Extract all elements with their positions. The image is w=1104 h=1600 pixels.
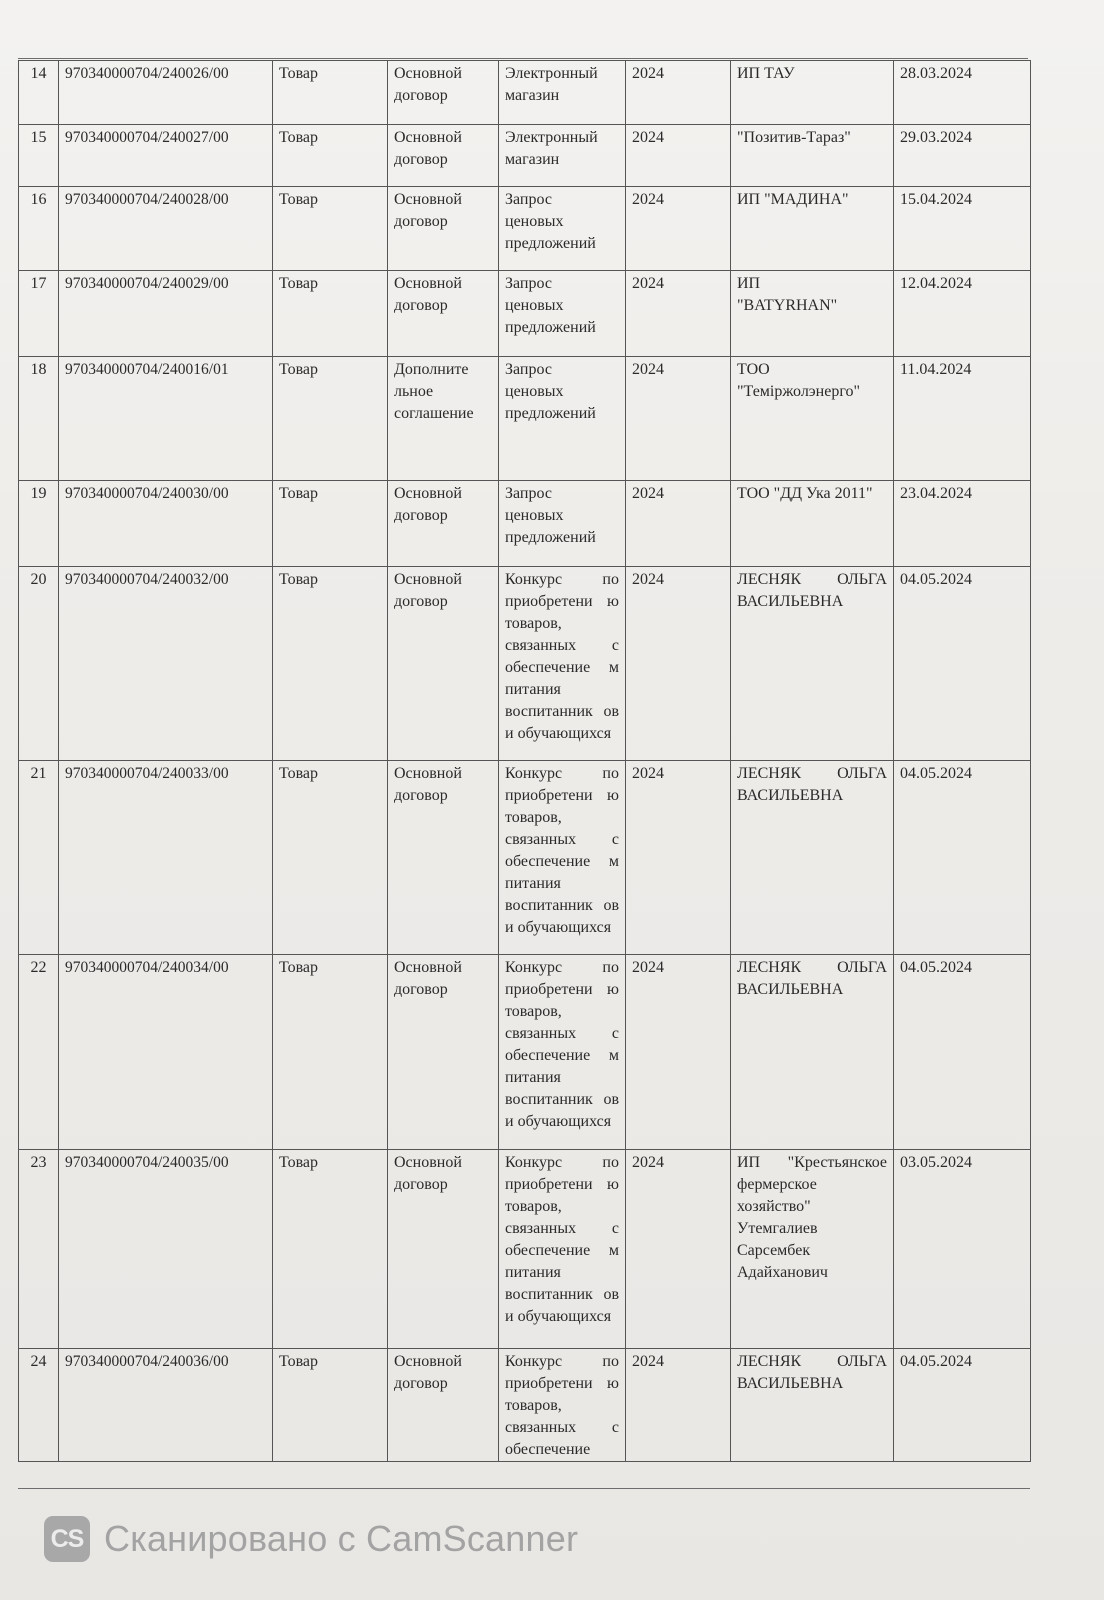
subject-type-cell xyxy=(273,187,388,271)
contract-number: 970340000704/240032/00 xyxy=(65,571,229,588)
contract-kind: Основной договор xyxy=(394,485,462,524)
procurement-method-cell xyxy=(499,481,626,567)
row-number-cell xyxy=(19,271,59,357)
procurement-method: Запрос ценовых предложений xyxy=(505,485,596,546)
supplier: "Позитив-Тараз" xyxy=(737,129,851,146)
subject-type: Товар xyxy=(279,1353,319,1370)
subject-type-cell xyxy=(273,481,388,567)
procurement-method: Конкурс по приобретени ю товаров, связанных с обеспечение xyxy=(505,1353,619,1458)
year-cell xyxy=(626,1349,731,1462)
contract-date-cell xyxy=(894,481,1031,567)
table-row xyxy=(19,761,1031,955)
contract-date: 04.05.2024 xyxy=(900,959,972,976)
contract-number: 970340000704/240027/00 xyxy=(65,129,229,146)
row-number: 21 xyxy=(30,765,47,782)
row-number: 24 xyxy=(30,1353,47,1370)
contract-date-cell xyxy=(894,61,1031,125)
subject-type-cell xyxy=(273,61,388,125)
supplier-cell xyxy=(731,1150,894,1349)
table-row xyxy=(19,125,1031,187)
table-row xyxy=(19,271,1031,357)
contract-kind: Основной договор xyxy=(394,765,462,804)
row-number-cell xyxy=(19,1150,59,1349)
supplier: ЛЕСНЯК ОЛЬГА ВАСИЛЬЕВНА xyxy=(737,571,887,610)
row-number: 14 xyxy=(30,65,47,82)
row-number-cell xyxy=(19,357,59,481)
contract-kind: Основной договор xyxy=(394,959,462,998)
supplier-cell xyxy=(731,955,894,1150)
supplier-cell xyxy=(731,187,894,271)
contract-number: 970340000704/240030/00 xyxy=(65,485,229,502)
contract-kind: Основной договор xyxy=(394,571,462,610)
procurement-method: Электронный магазин xyxy=(505,129,598,168)
supplier: ИП "Крестьянское фермерское хозяйство" Утемгалиев Сарсембек Адайханович xyxy=(737,1154,887,1281)
row-number-cell xyxy=(19,1349,59,1462)
procurement-method: Конкурс по приобретени ю товаров, связанных с обеспечение м питания воспитанник ов и обучающихся xyxy=(505,1154,619,1325)
table-row xyxy=(19,567,1031,761)
contract-date-cell xyxy=(894,125,1031,187)
subject-type: Товар xyxy=(279,765,319,782)
contract-number-cell xyxy=(59,1150,273,1349)
subject-type: Товар xyxy=(279,129,319,146)
row-number-cell xyxy=(19,567,59,761)
contract-date: 04.05.2024 xyxy=(900,765,972,782)
contract-number-cell xyxy=(59,271,273,357)
year-cell xyxy=(626,61,731,125)
table-row xyxy=(19,61,1031,125)
year: 2024 xyxy=(632,571,664,588)
contract-number: 970340000704/240033/00 xyxy=(65,765,229,782)
subject-type-cell xyxy=(273,955,388,1150)
contract-number-cell xyxy=(59,481,273,567)
procurement-method-cell xyxy=(499,357,626,481)
contract-kind-cell xyxy=(388,271,499,357)
contract-kind-cell xyxy=(388,187,499,271)
table-row xyxy=(19,1349,1031,1462)
year: 2024 xyxy=(632,275,664,292)
contract-kind-cell xyxy=(388,481,499,567)
year-cell xyxy=(626,955,731,1150)
supplier-cell xyxy=(731,567,894,761)
year-cell xyxy=(626,357,731,481)
contract-kind: Дополните льное соглашение xyxy=(394,361,474,422)
row-number: 15 xyxy=(30,129,47,146)
subject-type-cell xyxy=(273,567,388,761)
contract-number-cell xyxy=(59,61,273,125)
watermark-text: Сканировано с CamScanner xyxy=(104,1518,579,1559)
year-cell xyxy=(626,187,731,271)
year: 2024 xyxy=(632,959,664,976)
year: 2024 xyxy=(632,485,664,502)
supplier-cell xyxy=(731,481,894,567)
subject-type-cell xyxy=(273,271,388,357)
year: 2024 xyxy=(632,1353,664,1370)
contract-date-cell xyxy=(894,271,1031,357)
contract-number: 970340000704/240036/00 xyxy=(65,1353,229,1370)
row-number: 17 xyxy=(30,275,47,292)
procurement-method: Конкурс по приобретени ю товаров, связанных с обеспечение м питания воспитанник ов и обучающихся xyxy=(505,959,619,1130)
table-top-border xyxy=(18,58,1028,59)
contract-kind-cell xyxy=(388,1349,499,1462)
year-cell xyxy=(626,567,731,761)
procurement-method: Запрос ценовых предложений xyxy=(505,361,596,422)
procurement-method-cell xyxy=(499,61,626,125)
contract-date-cell xyxy=(894,187,1031,271)
subject-type: Товар xyxy=(279,571,319,588)
row-number-cell xyxy=(19,481,59,567)
supplier-cell xyxy=(731,125,894,187)
subject-type: Товар xyxy=(279,1154,319,1171)
supplier: ЛЕСНЯК ОЛЬГА ВАСИЛЬЕВНА xyxy=(737,1353,887,1392)
contract-kind: Основной договор xyxy=(394,1154,462,1193)
year: 2024 xyxy=(632,361,664,378)
contract-kind: Основной договор xyxy=(394,275,462,314)
supplier: ИП ТАУ xyxy=(737,65,795,82)
contract-number-cell xyxy=(59,955,273,1150)
contract-kind: Основной договор xyxy=(394,191,462,230)
camscanner-logo-icon: CS xyxy=(44,1516,90,1562)
year: 2024 xyxy=(632,129,664,146)
table-body xyxy=(19,61,1031,1462)
procurement-method-cell xyxy=(499,271,626,357)
procurement-method-cell xyxy=(499,955,626,1150)
contract-date: 29.03.2024 xyxy=(900,129,972,146)
supplier-cell xyxy=(731,357,894,481)
supplier: ЛЕСНЯК ОЛЬГА ВАСИЛЬЕВНА xyxy=(737,765,887,804)
contract-number: 970340000704/240016/01 xyxy=(65,361,229,378)
procurement-method-cell xyxy=(499,125,626,187)
contract-number: 970340000704/240029/00 xyxy=(65,275,229,292)
procurement-method-cell xyxy=(499,187,626,271)
subject-type-cell xyxy=(273,1349,388,1462)
contract-date-cell xyxy=(894,1349,1031,1462)
contract-kind: Основной договор xyxy=(394,1353,462,1392)
supplier-cell xyxy=(731,1349,894,1462)
year: 2024 xyxy=(632,765,664,782)
subject-type-cell xyxy=(273,125,388,187)
contract-number-cell xyxy=(59,125,273,187)
row-number: 23 xyxy=(30,1154,47,1171)
year-cell xyxy=(626,481,731,567)
year-cell xyxy=(626,761,731,955)
contract-date: 03.05.2024 xyxy=(900,1154,972,1171)
contract-kind-cell xyxy=(388,61,499,125)
supplier-cell xyxy=(731,61,894,125)
supplier: ИП "МАДИНА" xyxy=(737,191,849,208)
year-cell xyxy=(626,271,731,357)
table-row xyxy=(19,187,1031,271)
contract-date: 04.05.2024 xyxy=(900,571,972,588)
contract-date: 15.04.2024 xyxy=(900,191,972,208)
supplier: ЛЕСНЯК ОЛЬГА ВАСИЛЬЕВНА xyxy=(737,959,887,998)
contract-date-cell xyxy=(894,567,1031,761)
contract-kind-cell xyxy=(388,125,499,187)
year: 2024 xyxy=(632,65,664,82)
table-row xyxy=(19,1150,1031,1349)
procurement-method-cell xyxy=(499,1349,626,1462)
contract-date: 23.04.2024 xyxy=(900,485,972,502)
subject-type: Товар xyxy=(279,275,319,292)
subject-type: Товар xyxy=(279,191,319,208)
supplier: ТОО "ДД Ука 2011" xyxy=(737,485,873,502)
row-number: 22 xyxy=(30,959,47,976)
supplier-cell xyxy=(731,271,894,357)
procurement-method: Запрос ценовых предложений xyxy=(505,191,596,252)
row-number: 19 xyxy=(30,485,47,502)
contract-number: 970340000704/240034/00 xyxy=(65,959,229,976)
row-number-cell xyxy=(19,125,59,187)
contract-kind-cell xyxy=(388,357,499,481)
contract-kind: Основной договор xyxy=(394,65,462,104)
contract-date-cell xyxy=(894,955,1031,1150)
subject-type-cell xyxy=(273,1150,388,1349)
contract-number-cell xyxy=(59,1349,273,1462)
contract-number: 970340000704/240035/00 xyxy=(65,1154,229,1171)
row-number-cell xyxy=(19,761,59,955)
contract-date: 04.05.2024 xyxy=(900,1353,972,1370)
row-number: 18 xyxy=(30,361,47,378)
row-number: 20 xyxy=(30,571,47,588)
procurement-method-cell xyxy=(499,567,626,761)
procurement-method-cell xyxy=(499,761,626,955)
procurement-method: Конкурс по приобретени ю товаров, связанных с обеспечение м питания воспитанник ов и обучающихся xyxy=(505,765,619,936)
year: 2024 xyxy=(632,1154,664,1171)
contract-number: 970340000704/240026/00 xyxy=(65,65,229,82)
supplier-cell xyxy=(731,761,894,955)
contract-date: 12.04.2024 xyxy=(900,275,972,292)
contract-date: 11.04.2024 xyxy=(900,361,972,378)
procurement-method: Запрос ценовых предложений xyxy=(505,275,596,336)
contract-kind-cell xyxy=(388,955,499,1150)
table-row xyxy=(19,357,1031,481)
year: 2024 xyxy=(632,191,664,208)
year-cell xyxy=(626,125,731,187)
contract-number-cell xyxy=(59,567,273,761)
camscanner-watermark xyxy=(44,1514,578,1564)
table-row xyxy=(19,955,1031,1150)
subject-type: Товар xyxy=(279,361,319,378)
row-number-cell xyxy=(19,61,59,125)
contract-kind-cell xyxy=(388,761,499,955)
contract-kind-cell xyxy=(388,567,499,761)
contract-number-cell xyxy=(59,187,273,271)
year-cell xyxy=(626,1150,731,1349)
contract-date: 28.03.2024 xyxy=(900,65,972,82)
subject-type: Товар xyxy=(279,959,319,976)
contracts-table xyxy=(18,60,1031,1462)
procurement-method: Конкурс по приобретени ю товаров, связанных с обеспечение м питания воспитанник ов и обучающихся xyxy=(505,571,619,742)
contract-date-cell xyxy=(894,761,1031,955)
contract-kind-cell xyxy=(388,1150,499,1349)
subject-type: Товар xyxy=(279,485,319,502)
subject-type-cell xyxy=(273,761,388,955)
contract-kind: Основной договор xyxy=(394,129,462,168)
contract-number: 970340000704/240028/00 xyxy=(65,191,229,208)
contract-date-cell xyxy=(894,357,1031,481)
subject-type-cell xyxy=(273,357,388,481)
supplier: ИП "BATYRHAN" xyxy=(737,275,838,314)
supplier: ТОО "Теміржолэнерго" xyxy=(737,361,861,400)
procurement-method-cell xyxy=(499,1150,626,1349)
table-row xyxy=(19,481,1031,567)
procurement-method: Электронный магазин xyxy=(505,65,598,104)
row-number-cell xyxy=(19,187,59,271)
contract-number-cell xyxy=(59,357,273,481)
row-number-cell xyxy=(19,955,59,1150)
table-bottom-border xyxy=(18,1488,1030,1489)
contract-number-cell xyxy=(59,761,273,955)
contract-date-cell xyxy=(894,1150,1031,1349)
row-number: 16 xyxy=(30,191,47,208)
subject-type: Товар xyxy=(279,65,319,82)
